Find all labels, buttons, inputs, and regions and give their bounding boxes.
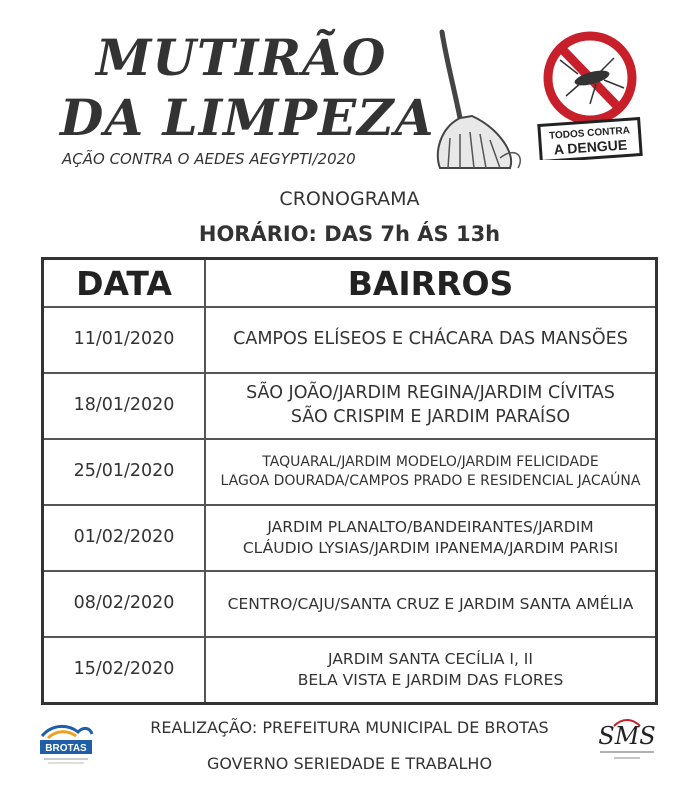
row-date: 08/02/2020 xyxy=(43,571,206,637)
footer-realization: REALIZAÇÃO: PREFEITURA MUNICIPAL DE BROTAS xyxy=(150,718,549,737)
neighborhood-line: LAGOA DOURADA/CAMPOS PRADO E RESIDENCIAL JACAÚNA xyxy=(220,473,641,489)
broom-icon xyxy=(420,28,530,178)
dengue-badge-icon xyxy=(530,30,650,160)
table-row xyxy=(43,373,657,439)
row-date: 01/02/2020 xyxy=(43,505,206,571)
title-line1: MUTIRÃO xyxy=(96,28,387,87)
header-neighborhoods: BAIRROS xyxy=(205,259,657,308)
title-line2: DA LIMPEZA xyxy=(60,88,435,147)
row-date: 18/01/2020 xyxy=(43,373,206,439)
row-neighborhoods xyxy=(205,373,657,439)
neighborhood-line: JARDIM SANTA CECÍLIA I, II xyxy=(328,650,533,669)
schedule-label: CRONOGRAMA xyxy=(279,188,420,210)
row-neighborhoods xyxy=(205,439,657,505)
neighborhood-line: BELA VISTA E JARDIM DAS FLORES xyxy=(297,671,564,689)
table-row xyxy=(43,637,657,704)
header-date: DATA xyxy=(43,259,206,308)
sms-logo-icon xyxy=(592,718,662,768)
schedule-hours: HORÁRIO: DAS 7h ÁS 13h xyxy=(198,222,501,246)
table-row xyxy=(43,439,657,505)
table-row xyxy=(43,571,657,637)
table-row xyxy=(43,307,657,373)
sms-logo-text: SMS xyxy=(598,722,656,750)
neighborhood-line: CENTRO/CAJU/SANTA CRUZ E JARDIM SANTA AMÉLIA xyxy=(227,594,634,613)
schedule-table xyxy=(41,257,658,705)
neighborhood-line: CAMPOS ELÍSEOS E CHÁCARA DAS MANSÕES xyxy=(233,329,628,350)
table-header-row xyxy=(43,259,657,308)
row-neighborhoods xyxy=(205,571,657,637)
row-neighborhoods xyxy=(205,637,657,704)
neighborhood-line: SÃO CRISPIM E JARDIM PARAÍSO xyxy=(290,407,571,427)
badge-text-top: TODOS CONTRA xyxy=(548,125,631,142)
brotas-logo-text: BROTAS xyxy=(45,743,87,754)
footer-slogan: GOVERNO SERIEDADE E TRABALHO xyxy=(206,754,493,773)
neighborhood-line: TAQUARAL/JARDIM MODELO/JARDIM FELICIDADE xyxy=(262,454,599,471)
neighborhood-line: CLÁUDIO LYSIAS/JARDIM IPANEMA/JARDIM PARISI xyxy=(242,539,619,557)
row-neighborhoods xyxy=(205,505,657,571)
subtitle: AÇÃO CONTRA O AEDES AEGYPTI/2020 xyxy=(62,150,356,168)
row-date: 15/02/2020 xyxy=(43,637,206,704)
badge-text-bottom: A DENGUE xyxy=(553,136,628,158)
neighborhood-line: SÃO JOÃO/JARDIM REGINA/JARDIM CÍVITAS xyxy=(246,383,615,404)
row-date: 11/01/2020 xyxy=(43,307,206,373)
row-neighborhoods xyxy=(205,307,657,373)
row-date: 25/01/2020 xyxy=(43,439,206,505)
table-row xyxy=(43,505,657,571)
neighborhood-line: JARDIM PLANALTO/BANDEIRANTES/JARDIM xyxy=(267,518,594,537)
